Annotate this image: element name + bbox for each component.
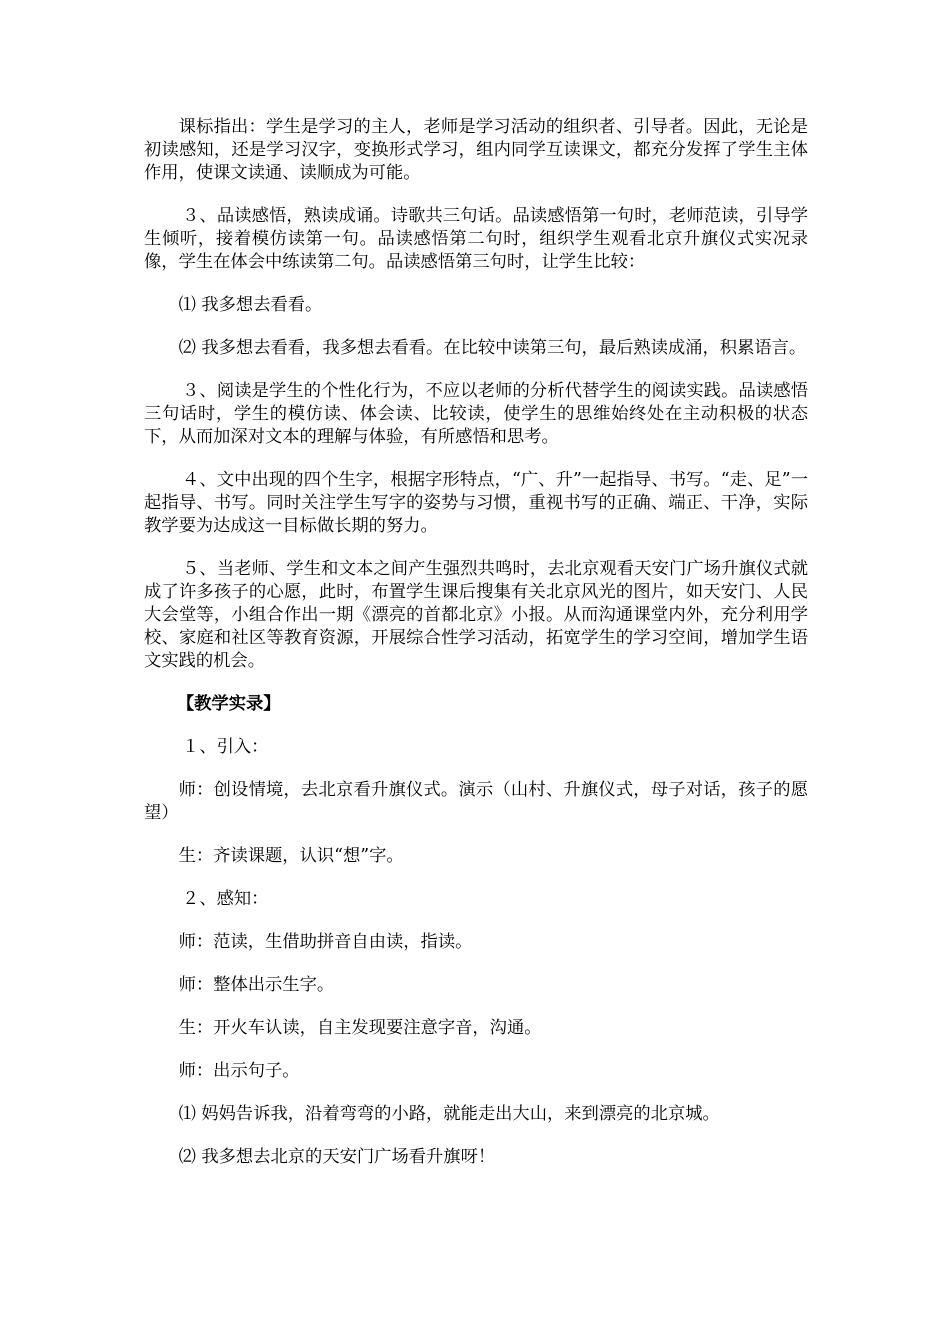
record-line: 师：范读，生借助拼音自由读，指读。: [178, 932, 473, 952]
paragraph-point-3-reading: ３、品读感悟，熟读成诵。诗歌共三句话。品读感悟第一句时，老师范读，引导学生倾听，接着模仿读第一句。品读感悟第二句时，组织学生观看北京升旗仪式实况录像，学生在体会中练读第二句。品读感悟第三句时，让学生比较：: [144, 206, 808, 272]
record-line: 师：整体出示生字。: [178, 975, 335, 995]
paragraph-curriculum: 课标指出：学生是学习的主人，老师是学习活动的组织者、引导者。因此，无论是初读感知，还是学习汉字，变换形式学习，组内同学互读课文，都充分发挥了学生主体作用，使课文读通、读顺成为可能。: [144, 117, 808, 183]
section-heading: 【教学实录】: [176, 694, 281, 714]
paragraph-point-3-personalized: ３、阅读是学生的个性化行为，不应以老师的分析代替学生的阅读实践。品读感悟三句话时，学生的模仿读、体会读、比较读，使学生的思维始终处在主动积极的状态下，从而加深对文本的理解与体验，有所感悟和思考。: [144, 381, 808, 447]
example-sentence-2: ⑵ 我多想去北京的天安门广场看升旗呀！: [178, 1147, 496, 1167]
document-page: [144, 116, 808, 1189]
paragraph-point-5-beijing: ５、当老师、学生和文本之间产生强烈共鸣时，去北京观看天安门广场升旗仪式就成了许多孩子的心愿，此时，布置学生课后搜集有关北京风光的图片，如天安门、人民大会堂等，小组合作出一期《漂亮的首都北京》小报。从而沟通课堂内外，充分利用学校、家庭和社区等教育资源，开展综合性学习活动，拓宽学生的学习空间，增加学生语文实践的机会。: [144, 559, 808, 671]
comparison-sentence-1: ⑴ 我多想去看看。: [178, 295, 323, 315]
record-step-2: ２、感知：: [182, 889, 269, 909]
record-line: 生：齐读课题，认识“想”字。: [178, 846, 404, 866]
record-line: 生：开火车认读，自主发现要注意字音，沟通。: [178, 1018, 542, 1038]
record-line: 师：创设情境，去北京看升旗仪式。演示（山村、升旗仪式，母子对话，孩子的愿望）: [144, 780, 808, 823]
example-sentence-1: ⑴ 妈妈告诉我，沿着弯弯的小路，就能走出大山，来到漂亮的北京城。: [178, 1104, 720, 1124]
record-line: 师：出示句子。: [178, 1061, 300, 1081]
record-step-1: １、引入：: [182, 737, 269, 757]
comparison-sentence-2: ⑵ 我多想去看看，我多想去看看。在比较中读第三句，最后熟读成涌，积累语言。: [178, 338, 807, 358]
paragraph-point-4-characters: ４、文中出现的四个生字，根据字形特点，“广、升”一起指导、书写。“走、足”一起指导、书写。同时关注学生写字的姿势与习惯，重视书写的正确、端正、干净，实际教学要为达成这一目标做长期的努力。: [144, 470, 808, 536]
